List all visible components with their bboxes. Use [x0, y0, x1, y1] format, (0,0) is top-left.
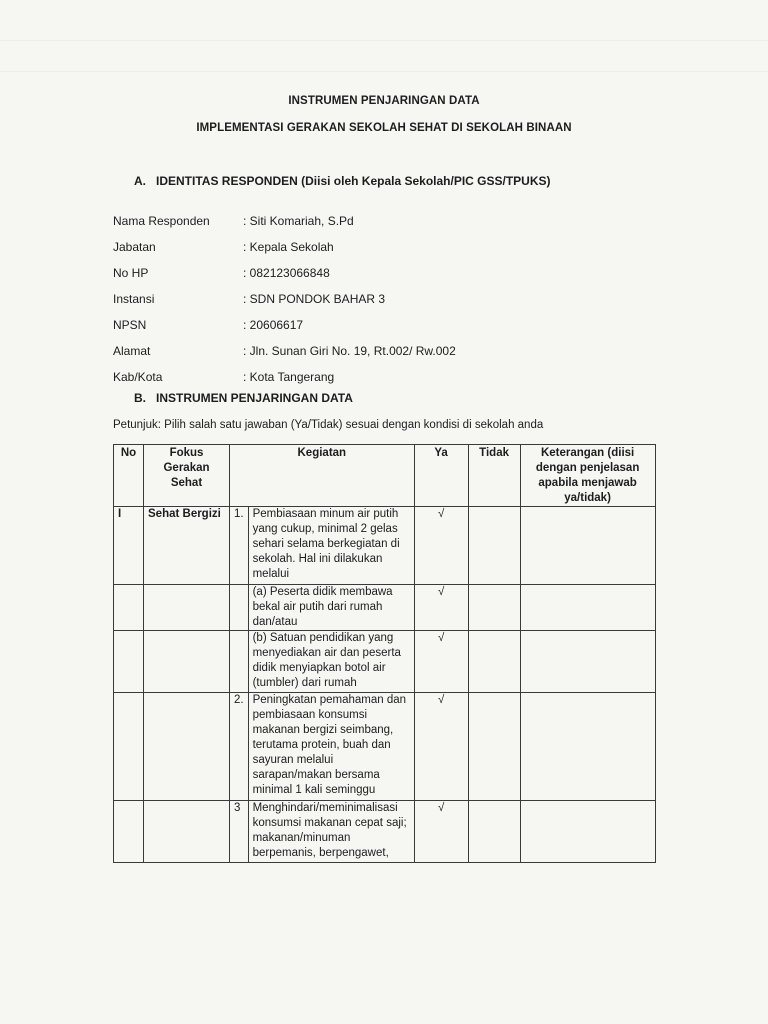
- row-kegiatan: Peningkatan pemahaman dan pembiasaan konsumsi makanan bergizi seimbang, terutama protein, buah dan sayuran melalui sarapan/makan bersama minimal 1 kali seminggu: [248, 693, 414, 801]
- table-row: [114, 585, 656, 631]
- row-no: [114, 631, 144, 693]
- ident-label: Jabatan: [113, 240, 156, 254]
- section-b-letter: B.: [134, 391, 146, 405]
- document-subtitle: IMPLEMENTASI GERAKAN SEKOLAH SEHAT DI SEKOLAH BINAAN: [196, 122, 572, 134]
- instrument-table: [113, 444, 656, 863]
- row-no: [114, 801, 144, 863]
- row-item-number: 1.: [230, 507, 249, 585]
- row-item-number: [230, 585, 249, 631]
- document-title: INSTRUMEN PENJARINGAN DATA: [288, 95, 480, 107]
- table-row: [114, 693, 656, 801]
- row-tidak-cell[interactable]: [468, 801, 520, 863]
- section-b-heading: [134, 391, 353, 405]
- row-item-number: [230, 631, 249, 693]
- ident-value: : 082123066848: [243, 266, 330, 280]
- row-keterangan-cell[interactable]: [520, 693, 655, 801]
- ident-value: : Kepala Sekolah: [243, 240, 334, 254]
- row-keterangan-cell[interactable]: [520, 801, 655, 863]
- ident-label: Alamat: [113, 344, 151, 358]
- row-ya-checkmark[interactable]: √: [414, 631, 468, 693]
- instructions-text: Petunjuk: Pilih salah satu jawaban (Ya/Tidak) sesuai dengan kondisi di sekolah anda: [113, 419, 544, 431]
- ident-label: NPSN: [113, 318, 147, 332]
- row-ya-checkmark[interactable]: √: [414, 693, 468, 801]
- row-item-number: 3: [230, 801, 249, 863]
- ident-label: Kab/Kota: [113, 370, 163, 384]
- row-keterangan-cell[interactable]: [520, 585, 655, 631]
- row-item-number: 2.: [230, 693, 249, 801]
- scan-artifact: [0, 71, 768, 72]
- ident-label: No HP: [113, 266, 149, 280]
- row-tidak-cell[interactable]: [468, 585, 520, 631]
- ident-value: : SDN PONDOK BAHAR 3: [243, 292, 386, 306]
- header-fokus: Fokus Gerakan Sehat: [144, 445, 230, 507]
- section-a-heading: [134, 174, 551, 188]
- row-ya-checkmark[interactable]: √: [414, 585, 468, 631]
- row-tidak-cell[interactable]: [468, 631, 520, 693]
- row-kegiatan: (b) Satuan pendidikan yang menyediakan air dan peserta didik menyiapkan botol air (tumbler) dari rumah: [248, 631, 414, 693]
- ident-value: : Siti Komariah, S.Pd: [243, 214, 354, 228]
- row-fokus: [144, 801, 230, 863]
- ident-label: Nama Responden: [113, 214, 210, 228]
- header-no: No: [114, 445, 144, 507]
- row-no: [114, 585, 144, 631]
- row-no: [114, 693, 144, 801]
- ident-value: : Jln. Sunan Giri No. 19, Rt.002/ Rw.002: [243, 344, 456, 358]
- row-kegiatan: (a) Peserta didik membawa bekal air putih dari rumah dan/atau: [248, 585, 414, 631]
- table-header-row: [114, 445, 656, 507]
- row-ya-checkmark[interactable]: √: [414, 507, 468, 585]
- row-tidak-cell[interactable]: [468, 507, 520, 585]
- row-tidak-cell[interactable]: [468, 693, 520, 801]
- row-keterangan-cell[interactable]: [520, 631, 655, 693]
- ident-value: : 20606617: [243, 318, 304, 332]
- table-row: [114, 801, 656, 863]
- table-row: [114, 631, 656, 693]
- header-tidak: Tidak: [468, 445, 520, 507]
- row-ya-checkmark[interactable]: √: [414, 801, 468, 863]
- row-fokus: [144, 693, 230, 801]
- scan-artifact: [0, 40, 768, 41]
- row-kegiatan: Pembiasaan minum air putih yang cukup, minimal 2 gelas sehari selama berkegiatan di sekolah. Hal ini dilakukan melalui: [248, 507, 414, 585]
- table-row: [114, 507, 656, 585]
- header-ya: Ya: [414, 445, 468, 507]
- header-keterangan: Keterangan (diisi dengan penjelasan apabila menjawab ya/tidak): [520, 445, 655, 507]
- ident-label: Instansi: [113, 292, 155, 306]
- row-fokus: [144, 585, 230, 631]
- section-a-title: IDENTITAS RESPONDEN (Diisi oleh Kepala Sekolah/PIC GSS/TPUKS): [156, 174, 551, 188]
- row-fokus: [144, 631, 230, 693]
- row-fokus: Sehat Bergizi: [144, 507, 230, 585]
- row-keterangan-cell[interactable]: [520, 507, 655, 585]
- row-no: I: [114, 507, 144, 585]
- section-b-title: INSTRUMEN PENJARINGAN DATA: [156, 391, 353, 405]
- section-a-letter: A.: [134, 174, 146, 188]
- header-kegiatan: Kegiatan: [230, 445, 415, 507]
- row-kegiatan: Menghindari/meminimalisasi konsumsi makanan cepat saji; makanan/minuman berpemanis, berpengawet,: [248, 801, 414, 863]
- ident-value: : Kota Tangerang: [243, 370, 335, 384]
